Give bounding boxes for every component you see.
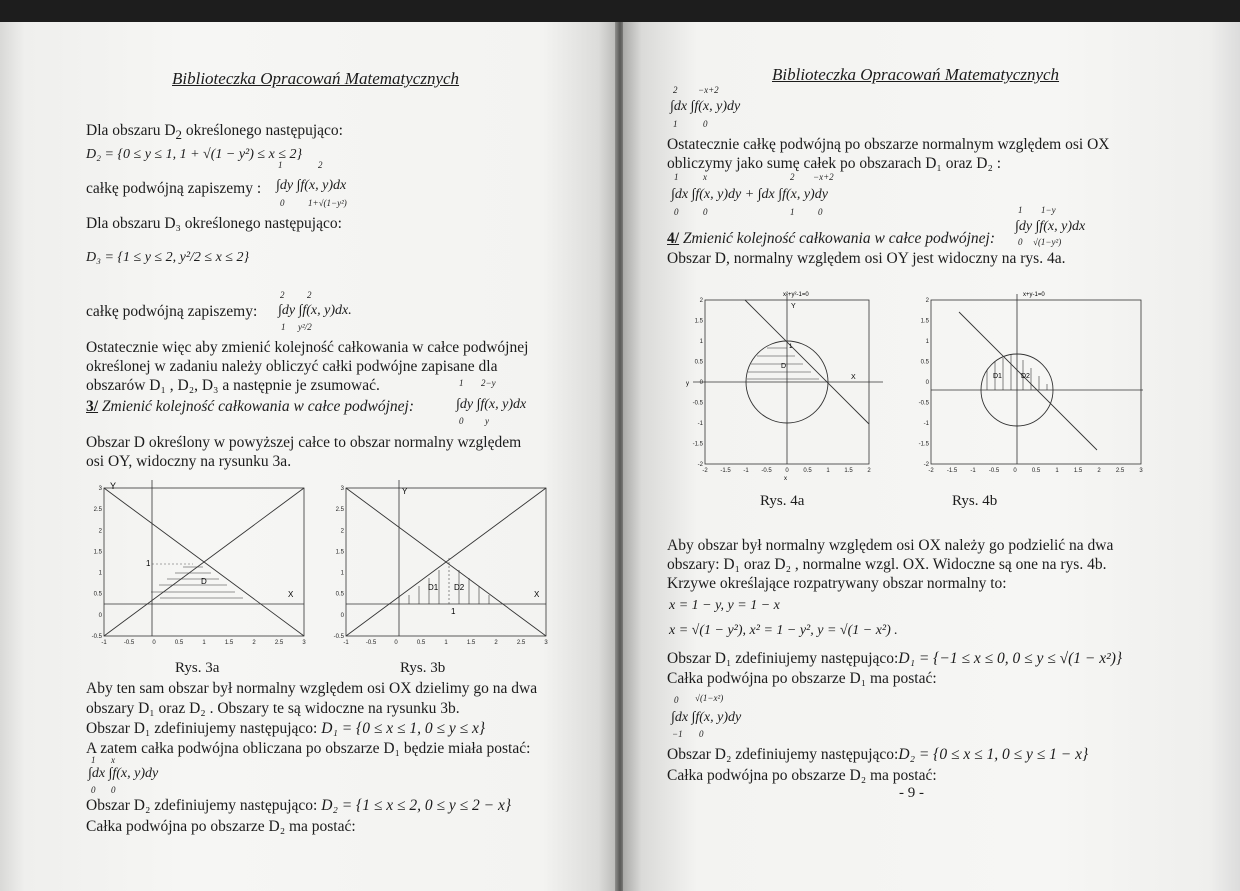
fig4a-y-tick: 0 (699, 380, 703, 386)
top-formula: ∫dx ∫f(x, y)dy (670, 99, 741, 114)
fig3b-y-tick: 1 (340, 570, 344, 577)
fig4a-axis-y: y (686, 381, 689, 387)
fig3a-y-tick: -0.5 (91, 634, 102, 640)
p3-line1: Ostatecznie więc aby zmienić kolejność całkowania w całce podwójnej (86, 339, 529, 356)
fig3a-x-tick: -0.5 (123, 640, 135, 646)
fig3a-x-tick: -1 (101, 640, 107, 646)
fig4a-x-tick: 2 (867, 468, 871, 474)
fig3b-y-tick: 3 (340, 486, 344, 492)
task4-formula: ∫dy ∫f(x, y)dx (1015, 219, 1086, 234)
right-header: Biblioteczka Opracowań Matematycznych (772, 65, 1060, 84)
calka1-upper2: 2 (318, 160, 323, 170)
task3-lower: 0 (459, 416, 464, 426)
fig3a-y-label: Y (110, 481, 117, 491)
fig4b-caption: Rys. 4b (952, 493, 998, 509)
sum-u1: 1 (674, 172, 679, 182)
fig4a-x-tick: -1.5 (720, 468, 731, 474)
calka2-lower2: y²/2 (298, 322, 312, 332)
calka3-upper: 1 (91, 755, 96, 765)
task3 (86, 398, 414, 416)
p5-line1: Aby ten sam obszar był normalny względem osi OX dzielimy go na dwa (86, 680, 538, 697)
rp1-line2: obliczymy jako sumę całek po obszarach D₁ oraz D₂ : (667, 155, 1002, 172)
calka3-formula: ∫dx ∫f(x, y)dy (88, 766, 159, 781)
fig4a-caption: Rys. 4a (760, 493, 805, 509)
calka-d1-upper2: √(1−x²) (695, 693, 724, 703)
rp4-line1: Obszar D₁ zdefiniujemy następująco:D₁ = {−1 ≤ x ≤ 0, 0 ≤ y ≤ √(1 − x²)} (667, 650, 1123, 667)
p5-line4: A zatem całka podwójna obliczana po obszarze D₁ będzie miała postać: (86, 740, 531, 757)
fig3b-y-tick: 1.5 (335, 549, 344, 556)
top-lower: 1 (673, 119, 678, 129)
fig4a-x-tick: 1.5 (844, 468, 853, 474)
fig3a-x-tick: 2 (252, 640, 256, 646)
fig4b-y-tick: 1.5 (920, 318, 929, 325)
rp2-line1: Obszar D, normalny względem osi OY jest widoczny na rys. 4a. (667, 250, 1066, 267)
figure-3b (332, 474, 554, 649)
fig4b-x-tick: -1 (970, 468, 976, 474)
p5-line3: Obszar D₁ zdefiniujemy następująco: D₁ = {0 ≤ x ≤ 1, 0 ≤ y ≤ x} (86, 720, 486, 737)
fig4a-y-label: Y (791, 303, 796, 310)
task4-number: 4/ (667, 230, 680, 247)
fig3a-y-tick: 3 (98, 486, 102, 492)
fig3a-x-tick: 1 (202, 640, 206, 646)
fig3b-x-tick: 1 (444, 640, 448, 646)
sum-u2: x (703, 172, 707, 182)
fig4b-x-tick: 1.5 (1073, 468, 1083, 474)
rp5-line2: Całka podwójna po obszarze D₂ ma postać: (667, 767, 937, 784)
fig4a-x-label: X (851, 374, 856, 381)
fig3b-y-tick: -0.5 (333, 634, 344, 640)
calka3-lower2: 0 (111, 785, 116, 795)
sum-l1: 0 (674, 207, 679, 217)
calka2-upper: 2 (280, 290, 285, 300)
fig3b-x-tick: 0.5 (416, 640, 426, 646)
fig4b-x-tick: -1.5 (946, 468, 958, 474)
page-number: - 9 - (899, 785, 924, 801)
fig4a-y-tick: 1 (699, 339, 703, 345)
fig4a-x-tick: -2 (702, 468, 708, 474)
fig3a-x-tick: 3 (302, 640, 306, 646)
calka1-label: całkę podwójną zapiszemy : (86, 180, 262, 197)
fig3b-x-label: X (534, 590, 540, 599)
fig4a-y-tick: -0.5 (692, 400, 703, 407)
calka1-formula: ∫dy ∫f(x, y)dx (276, 178, 347, 193)
rp1-line1: Ostatecznie całkę podwójną po obszarze normalnym względem osi OX (667, 136, 1110, 153)
fig3b-x-tick: 2.5 (516, 640, 526, 646)
task3-upper: 1 (459, 378, 464, 388)
fig3a-y-tick: 1.5 (93, 549, 102, 556)
left-header: Biblioteczka Opracowań Matematycznych (172, 69, 460, 88)
calka3-upper2: x (111, 755, 115, 765)
calka2-upper2: 2 (307, 290, 312, 300)
fig4a-x-tick: 0.5 (803, 468, 812, 474)
task4-text: Zmienić kolejność całkowania w całce podwójnej: (682, 230, 996, 247)
fig4a-marker: 1 (789, 344, 793, 350)
fig3b-x-tick: -0.5 (365, 640, 377, 646)
fig3b-y-label: Y (402, 487, 408, 496)
figure-4b (911, 282, 1147, 482)
fig4a-y-tick: 0.5 (694, 359, 703, 366)
fig4b-y-tick: 0 (925, 380, 929, 386)
fig4a-x-tick: 1 (826, 468, 830, 474)
left-page (0, 22, 617, 891)
fig4a-y-tick: 2 (699, 298, 703, 304)
d3-definition: D₃ = {1 ≤ y ≤ 2, y²/2 ≤ x ≤ 2} (86, 250, 250, 265)
sum-l2: 0 (703, 207, 708, 217)
fig3b-caption: Rys. 3b (400, 660, 446, 676)
fig3b-x-tick: 2 (494, 640, 498, 646)
p5-line2: obszary D₁ oraz D₂ . Obszary te są widoczne na rysunku 3b. (86, 700, 460, 717)
rp3-line2: obszary: D₁ oraz D₂ , normalne wzgl. OX. Widoczne są one na rys. 4b. (667, 556, 1107, 573)
calka3-lower: 0 (91, 785, 96, 795)
fig4b-frame (931, 300, 1141, 464)
fig4a-axis-x: x (784, 476, 787, 482)
fig4b-y-tick: 0.5 (920, 359, 929, 366)
fig3b-x-tick: 3 (544, 640, 548, 646)
fig4b-x-tick: -2 (928, 468, 934, 474)
fig4b-x-tick: 0.5 (1031, 468, 1041, 474)
fig3b-y-tick: 0 (340, 612, 344, 619)
sum-formula: ∫dx ∫f(x, y)dy + ∫dx ∫f(x, y)dy (671, 187, 828, 202)
sum-u3: 2 (790, 172, 795, 182)
rp4-line2: Całka podwójna po obszarze D₁ ma postać: (667, 670, 937, 687)
calka1-lower: 0 (280, 198, 285, 208)
task3-formula: ∫dy ∫f(x, y)dx (456, 397, 527, 412)
calka-d1-upper: 0 (674, 695, 679, 705)
fig3b-y-tick: 2 (340, 528, 344, 535)
calka-d1-lower2: 0 (699, 729, 704, 739)
scan-top-edge (0, 0, 1240, 22)
task4-upper: 1 (1018, 205, 1023, 215)
fig3a-x-label: X (288, 590, 294, 599)
rp3-line1: Aby obszar był normalny względem osi OX należy go podzielić na dwa (667, 537, 1114, 554)
task4-lower2: √(1−y²) (1033, 237, 1062, 247)
fig3a-x-tick: 1.5 (224, 640, 234, 646)
fig4b-x-tick: 3 (1139, 468, 1143, 474)
fig3a-x-tick: 0.5 (174, 640, 184, 646)
fig3a-y-tick: 1 (98, 570, 102, 577)
fig3b-x-tick: -1 (343, 640, 349, 646)
fig4b-line (959, 312, 1097, 450)
fig4b-region1: D1 (993, 373, 1002, 380)
fig4b-x-tick: 1 (1055, 468, 1059, 474)
calka2-label: całkę podwójną zapiszemy: (86, 303, 258, 320)
rp3-line3: Krzywe określające rozpatrywany obszar normalny to: (667, 575, 1007, 592)
fig4a-region-label: D (781, 363, 787, 370)
fig4a-y-tick: -1.5 (692, 441, 703, 448)
fig4a-x-tick: 0 (785, 468, 789, 474)
fig4b-curve-label: x+y-1=0 (1023, 292, 1045, 298)
task3-lower2: y (485, 416, 489, 426)
fig3b-x-tick: 0 (394, 640, 398, 646)
calka2-lower: 1 (281, 322, 286, 332)
eq1: x = 1 − y, y = 1 − x (669, 598, 780, 613)
fig4b-x-tick: 0 (1013, 468, 1017, 474)
fig4b-x-tick: -0.5 (988, 468, 1000, 474)
fig4a-x-tick: -1 (743, 468, 749, 474)
fig3a-caption: Rys. 3a (175, 660, 220, 676)
fig4a-y-tick: -2 (697, 462, 703, 468)
calka1-lower2: 1+√(1−y²) (308, 198, 347, 208)
calka-d1-lower: −1 (672, 729, 683, 739)
fig4a-line (745, 300, 869, 424)
right-page (623, 22, 1240, 891)
sum-l3: 1 (790, 207, 795, 217)
fig3a-region-label: D (201, 577, 207, 586)
fig4b-y-tick: 1 (925, 339, 929, 345)
task3-upper2: 2−y (481, 378, 496, 388)
fig4b-y-tick: -1.5 (918, 441, 929, 448)
task3-number: 3/ (86, 398, 99, 415)
p6-line2: Całka podwójna po obszarze D₂ ma postać: (86, 818, 356, 835)
fig3a-y-tick: 2.5 (93, 507, 102, 514)
fig3b-marker: 1 (451, 607, 456, 616)
fig3b-y-tick: 2.5 (335, 507, 344, 514)
p3-line3: obszarów D₁ , D₂, D₃ a następnie je zsumować. (86, 377, 380, 394)
fig3a-y-tick: 2 (98, 528, 102, 535)
fig4a-y-tick: 1.5 (694, 318, 703, 325)
fig4a-y-tick: -1 (697, 421, 703, 427)
fig4b-x-tick: 2 (1097, 468, 1101, 474)
fig3b-y-tick: 0.5 (335, 591, 344, 598)
fig4b-y-tick: -1 (923, 421, 929, 427)
figure-4a (683, 282, 883, 482)
fig3a-x-tick: 0 (152, 640, 156, 646)
p4-line2: osi OY, widoczny na rysunku 3a. (86, 453, 292, 470)
p6-line1: Obszar D₂ zdefiniujemy następująco: D₂ = {1 ≤ x ≤ 2, 0 ≤ y ≤ 2 − x} (86, 797, 512, 814)
task4-lower: 0 (1018, 237, 1023, 247)
sum-u4: −x+2 (813, 172, 834, 182)
task4-upper2: 1−y (1041, 205, 1056, 215)
calka-d1-formula: ∫dx ∫f(x, y)dy (671, 710, 742, 725)
fig4a-curve-label: x²+y²-1=0 (783, 292, 809, 298)
eq2: x = √(1 − y²), x² = 1 − y², y = √(1 − x²) . (669, 623, 898, 638)
fig3a-y-tick: 0 (98, 612, 102, 619)
rp5-line1: Obszar D₂ zdefiniujemy następująco:D₂ = {0 ≤ x ≤ 1, 0 ≤ y ≤ 1 − x} (667, 746, 1089, 763)
top-upper: 2 (673, 85, 678, 95)
calka2-formula: ∫dy ∫f(x, y)dx. (278, 303, 352, 318)
fig3a-y-tick: 0.5 (93, 591, 102, 598)
fig3a-marker: 1 (146, 559, 151, 568)
fig3b-x-tick: 1.5 (466, 640, 476, 646)
d2-intro: Dla obszaru $D_2$ określonego następująco: (86, 122, 343, 143)
p3-line2: określonej w zadaniu należy obliczyć całki podwójne zapisane dla (86, 358, 498, 375)
task4 (667, 230, 995, 248)
fig4b-y-tick: -0.5 (918, 400, 929, 407)
fig3b-region1: D1 (428, 583, 439, 592)
sum-l4: 0 (818, 207, 823, 217)
top-upper2: −x+2 (698, 85, 719, 95)
fig4b-region2: D2 (1021, 373, 1030, 380)
task3-text: Zmienić kolejność całkowania w całce podwójnej: (101, 398, 415, 415)
fig3b-region2: D2 (454, 583, 465, 592)
calka1-upper: 1 (278, 160, 283, 170)
d3-intro: Dla obszaru D₃ określonego następująco: (86, 215, 342, 232)
fig4b-y-tick: -2 (923, 462, 929, 468)
fig4b-x-tick: 2.5 (1115, 468, 1125, 474)
fig4b-y-tick: 2 (925, 298, 929, 304)
p4-line1: Obszar D określony w powyższej całce to obszar normalny względem (86, 434, 522, 451)
fig3a-x-tick: 2.5 (274, 640, 284, 646)
fig3a-hatch (151, 567, 243, 598)
top-lower2: 0 (703, 119, 708, 129)
fig4a-x-tick: -0.5 (761, 468, 772, 474)
d2-definition: D₂ = {0 ≤ y ≤ 1, 1 + √(1 − y²) ≤ x ≤ 2} (86, 147, 303, 162)
figure-3a (90, 474, 312, 649)
